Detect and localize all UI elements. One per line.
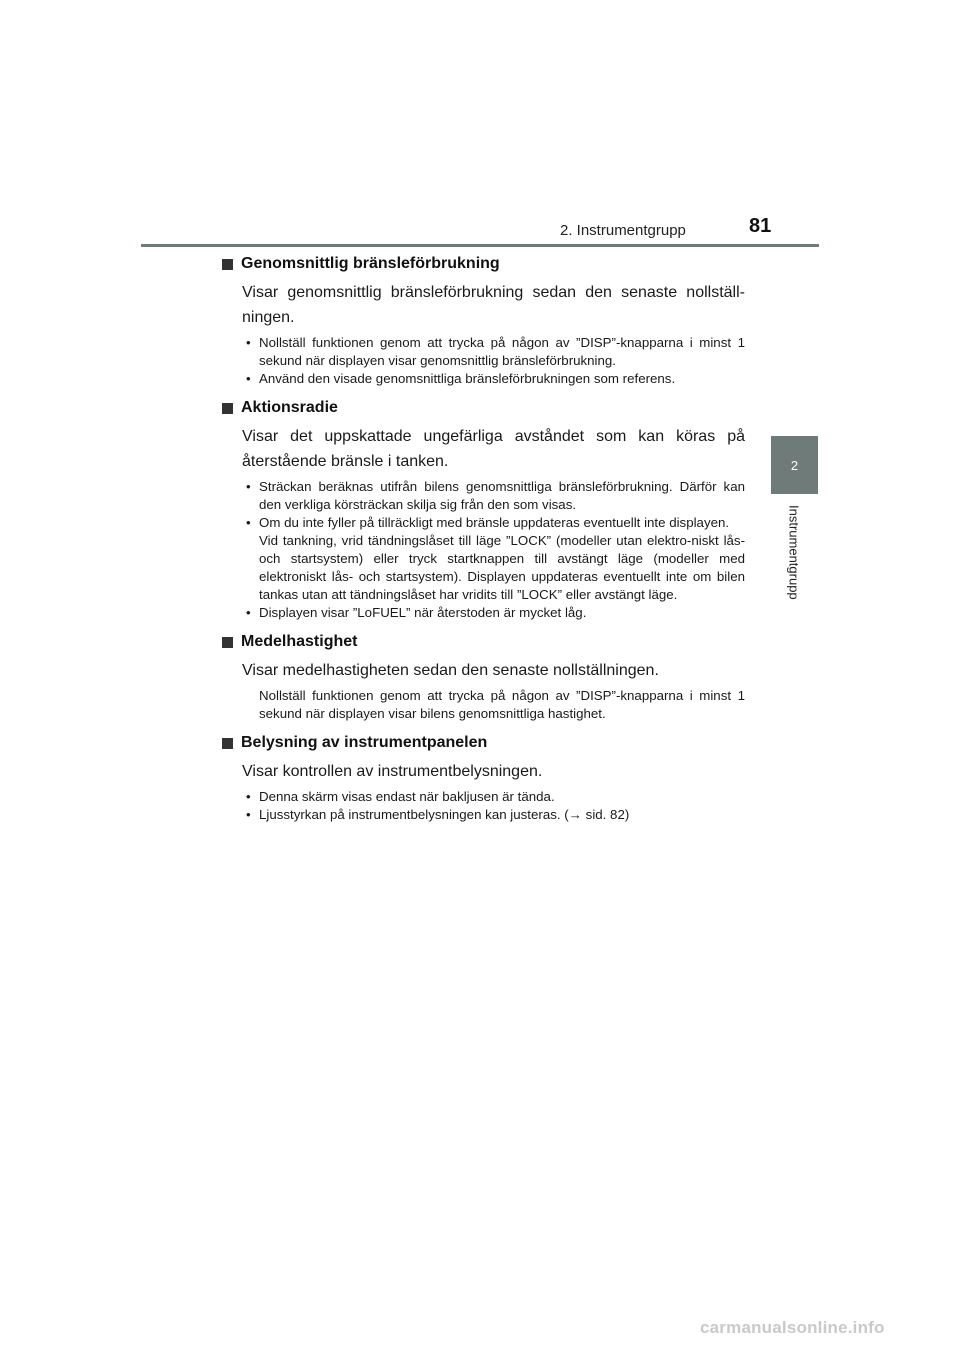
page-content [222,252,745,832]
section-heading-text: Belysning av instrumentpanelen [241,734,488,751]
section-average-speed [222,630,745,723]
section-panel-illumination [222,731,745,824]
bullet-dot-icon: • [246,479,251,494]
bullet-dot-icon: • [246,605,251,620]
section-heading [222,396,745,420]
list-item [242,478,745,514]
bullet-dot-icon: • [246,371,251,386]
bullet-list [242,788,745,824]
list-item-text: Denna skärm visas endast när bakljusen är tända. [259,789,555,804]
chapter-title: 2. Instrumentgrupp [560,222,686,239]
section-heading [222,731,745,755]
section-heading-text: Genomsnittlig bränsleförbrukning [241,255,500,272]
square-bullet-icon [222,259,233,270]
list-item-text: Om du inte fyller på tillräckligt med bränsle uppdateras eventuellt inte displayen. [259,515,730,530]
watermark: carmanualsonline.info [700,1318,885,1337]
header-divider [141,244,819,247]
list-item-subparagraph: Vid tankning, vrid tändningslåset till läge ”LOCK” (modeller utan elektro-niskt lås- och startsystem) eller tryck startknappen till avstängt läge (modeller med elektroniskt lås- och startsystem). Displayen uppdateras eventuellt inte om bilen tankas utan att tändningslåset har vridits till ”LOCK” eller avstängt läge. [259,533,745,602]
section-range [222,396,745,622]
square-bullet-icon [222,637,233,648]
square-bullet-icon [222,738,233,749]
section-lead: Visar genomsnittlig bränsleförbrukning sedan den senaste nollställ-ningen. [242,284,745,326]
page-number: 81 [749,215,772,237]
section-heading [222,630,745,654]
section-heading-text: Aktionsradie [241,399,338,416]
chapter-tab-number: 2 [790,457,799,473]
section-average-fuel-consumption [222,252,745,388]
chapter-tab-label: Instrumentgrupp [786,505,802,600]
section-note: Nollställ funktionen genom att trycka på någon av ”DISP”-knapparna i minst 1 sekund när displayen visar bilens genomsnittliga hastighet. [259,688,745,721]
list-item-text: Använd den visade genomsnittliga bränsleförbrukningen som referens. [259,371,676,386]
section-heading-text: Medelhastighet [241,633,358,650]
list-item-text: Nollställ funktionen genom att trycka på någon av ”DISP”-knapparna i minst 1 sekund när displayen visar genomsnittlig bränsleförbrukning. [259,335,745,368]
list-item [242,334,745,370]
bullet-list [242,334,745,388]
bullet-dot-icon: • [246,515,251,530]
square-bullet-icon [222,403,233,414]
list-item [242,370,745,388]
list-item [242,604,745,622]
chapter-tab [771,436,818,494]
bullet-dot-icon: • [246,789,251,804]
list-item [242,514,745,604]
section-lead: Visar medelhastigheten sedan den senaste nollställningen. [242,662,659,679]
section-lead: Visar det uppskattade ungefärliga avståndet som kan köras på återstående bränsle i tanken. [242,428,745,470]
bullet-dot-icon: • [246,807,251,822]
list-item [242,806,745,824]
bullet-dot-icon: • [246,335,251,350]
section-heading [222,252,745,276]
page-reference-link[interactable]: Ljusstyrkan på instrumentbelysningen kan justeras. (→ sid. 82) [259,807,630,822]
section-lead: Visar kontrollen av instrumentbelysningen. [242,763,543,780]
list-item-text: Displayen visar ”LoFUEL” när återstoden är mycket låg. [259,605,587,620]
bullet-list [242,478,745,622]
list-item [242,788,745,806]
list-item-text: Sträckan beräknas utifrån bilens genomsnittliga bränsleförbrukning. Därför kan den verkliga körsträckan skilja sig från den som visas. [259,479,745,512]
